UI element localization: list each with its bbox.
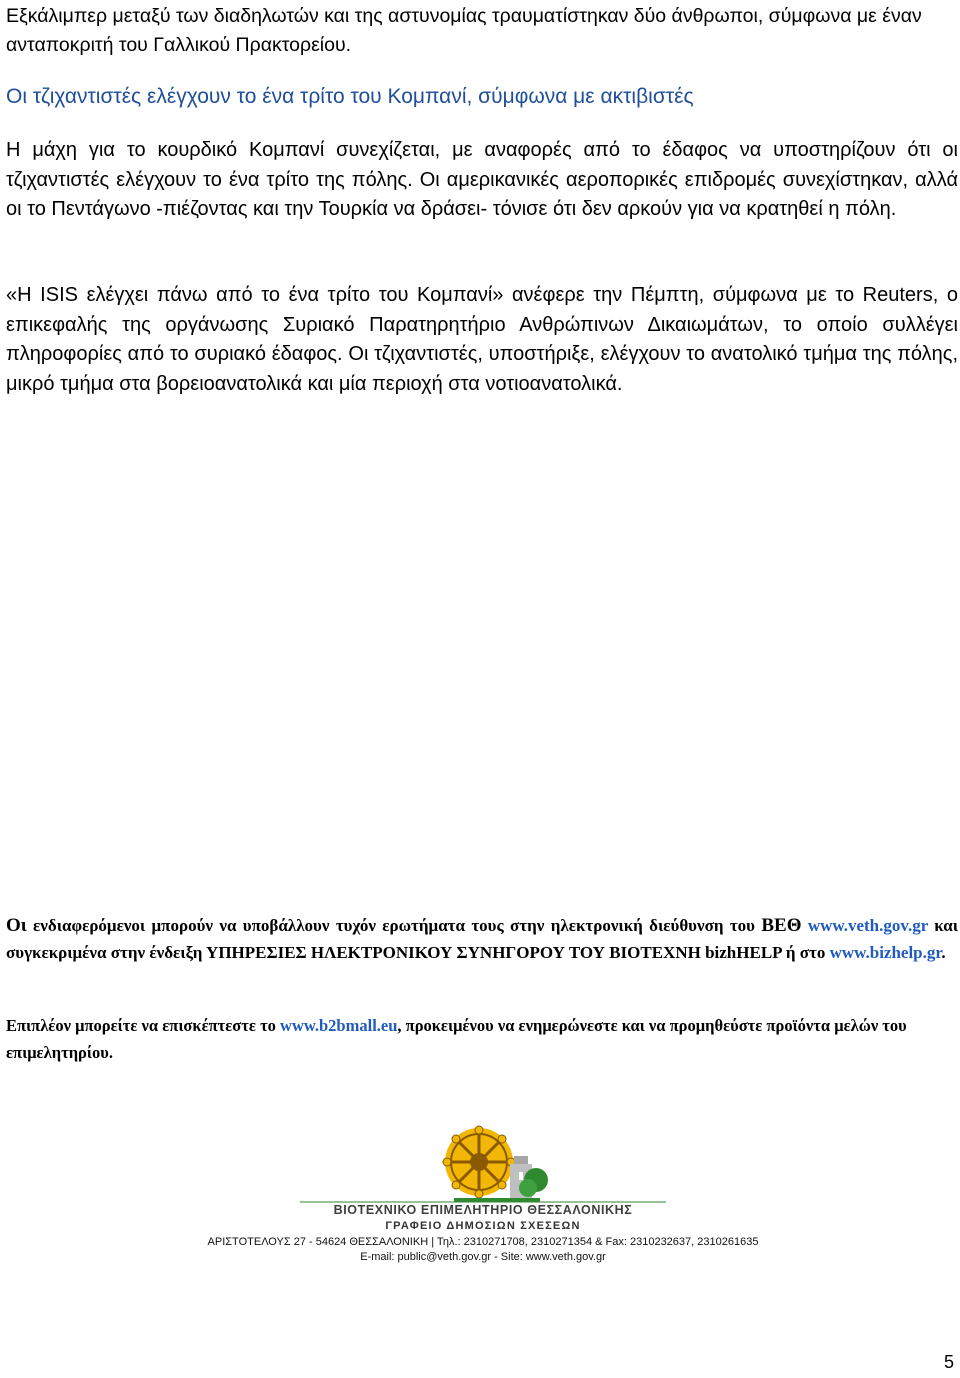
- chamber-emblem-icon: [140, 1124, 826, 1204]
- paragraph-part: Η μάχη για το κουρδικό Κομπανί συνεχίζεται, με αναφορές από το έδαφος να υποστηρίζουν ότι οι τζιχαντιστές ελέγχουν το ένα τρίτο της πόλης.: [6, 139, 958, 191]
- b2bmall-note: [6, 1012, 958, 1066]
- article-headline: Οι τζιχαντιστές ελέγχουν το ένα τρίτο του Κομπανί, σύμφωνα με ακτιβιστές: [6, 85, 694, 108]
- paragraph-part: Οι αμερικανικές αεροπορικές επιδρομές συνεχίστηκαν, αλλά οι το Πεντάγωνο -πιέζοντας και την Τουρκία να δράσει- τόνισε ότι δεν αρκούν για να κρατηθεί η πόλη.: [6, 168, 959, 220]
- paragraph-kobani-battle: [6, 136, 958, 225]
- org-email-site: E-mail: public@veth.gov.gr - Site: www.veth.gov.gr: [360, 1251, 606, 1263]
- sun-wheel-icon: [443, 1126, 515, 1198]
- paragraph-isis-control: «Η ISIS ελέγχει πάνω από το ένα τρίτο του Κομπανί» ανέφερε την Πέμπτη, σύμφωνα με το Reuters, ο επικεφαλής της οργάνωσης Συριακό Παρατηρητήριο Ανθρώπινων Δικαιωμάτων, το οποίο συλλέγει πληροφορίες από το συριακό έδαφος. Οι τζιχαντιστές, υποστήριξε, ελέγχουν το ανατολικό τμήμα της πόλης, μικρό τμήμα στα βορειοανατολικά και μία περιοχή στα νοτιοανατολικά.: [6, 284, 958, 395]
- contact-text: και συγκεκριμένα στην ένδειξη ΥΠΗΡΕΣΙΕΣ ΗΛΕΚΤΡΟΝΙΚΟΥ ΣΥΝΗΓΟΡΟΥ ΤΟΥ ΒΙΟΤΕΧΝΗ bizhHELP ή στο: [6, 916, 958, 962]
- org-address: ΑΡΙΣΤΟΤΕΛΟΥΣ 27 - 54624 ΘΕΣΣΑΛΟΝΙΚΗ | Τηλ.: 2310271708, 2310271354 & Fax: 2310232637, 2310261635: [207, 1236, 759, 1248]
- page-number: 5: [944, 1352, 955, 1372]
- veth-link[interactable]: www.veth.gov.gr: [807, 916, 928, 935]
- chamber-logo-footer: [140, 1124, 826, 1274]
- more-text: , προκειμένου να ενημερώνεστε και να προμηθεύστε προϊόντα μελών του επιμελητηρίου.: [6, 1016, 907, 1062]
- contact-lead-word: Οι: [6, 915, 27, 936]
- department-name: ΓΡΑΦΕΙΟ ΔΗΜΟΣΙΩΝ ΣΧΕΣΕΩΝ: [385, 1220, 581, 1232]
- contact-end: .: [941, 943, 946, 962]
- org-name: ΒΙΟΤΕΧΝΙΚΟ ΕΠΙΜΕΛΗΤΗΡΙΟ ΘΕΣΣΑΛΟΝΙΚΗΣ: [333, 1203, 633, 1217]
- contact-beo: ΒΕΘ: [761, 915, 802, 936]
- contact-text: ενδιαφερόμενοι μπορούν να υποβάλλουν τυχόν ερωτήματα τους στην ηλεκτρονική διεύθυνση του: [33, 916, 756, 935]
- b2bmall-link[interactable]: www.b2bmall.eu: [280, 1016, 398, 1035]
- bizhelp-link[interactable]: www.bizhelp.gr: [829, 943, 942, 962]
- contact-note: [6, 912, 958, 966]
- intro-paragraph: Εξκάλιμπερ μεταξύ των διαδηλωτών και της αστυνομίας τραυματίστηκαν δύο άνθρωποι, σύμφωνα με έναν ανταποκριτή του Γαλλικού Πρακτορείου.: [6, 5, 922, 56]
- more-text: Επιπλέον μπορείτε να επισκέπτεστε το: [6, 1016, 276, 1035]
